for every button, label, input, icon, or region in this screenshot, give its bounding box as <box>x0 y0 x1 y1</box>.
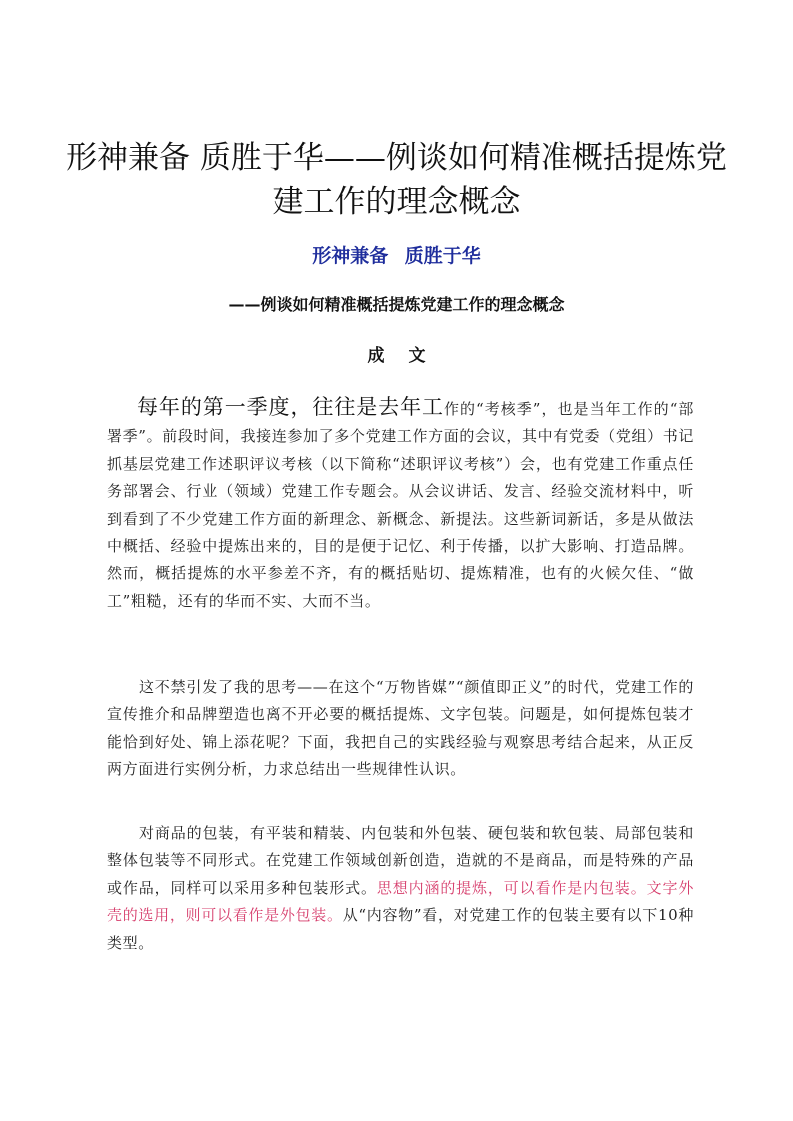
paragraph-1-lead: 每年的第一季度，往往是去年工 <box>137 395 444 419</box>
author-name: 成文 <box>367 346 450 366</box>
main-title: 形神兼备 质胜于华——例谈如何精准概括提炼党建工作的理念概念 <box>66 140 727 220</box>
paragraph-1 <box>107 394 694 615</box>
paragraph-3-text-end: 从“内容物”看，对党建工作的包装主要有以下10种类型。 <box>107 906 694 952</box>
paragraph-3 <box>107 820 694 957</box>
subtitle-blue: 形神兼备 质胜于华 <box>312 245 481 267</box>
subtitle-black: ——例谈如何精准概括提炼党建工作的理念概念 <box>228 295 565 314</box>
paragraph-1-text: 作的“考核季”，也是当年工作的“部署季”。前段时间，我接连参加了多个党建工作方面的会议，其中有党委（党组）书记抓基层党建工作述职评议考核（以下简称“述职评议考核”）会，也有党建工作重点任务部署会、行业（领域）党建工作专题会。从会议讲话、发言、经验交流材料中，听到看到了不少党建工作方面的新理念、新概念、新提法。这些新词新话，多是从做法中概括、经验中提炼出来的，目的是便于记忆、利于传播，以扩大影响、打造品牌。然而，概括提炼的水平参差不齐，有的概括贴切、提炼精准，也有的火候欠佳、“做工”粗糙，还有的华而不实、大而不当。 <box>107 400 694 610</box>
paragraph-3-text-start: 对商品的包装，有平装和精装、内包装和外包装、硬包装和软包装、局部包装和整体包装等不同形式。在党建工作领域创新创造，造就的不是商品，而是特殊的产品或作品，同样可以采用多种包装形式。 <box>107 824 694 897</box>
paragraph-3-highlight: 思想内涵的提炼，可以看作是内包装。文字外壳的选用，则可以看作是外包装。 <box>107 878 694 925</box>
paragraph-2: 这不禁引发了我的思考——在这个“万物皆媒”“颜值即正义”的时代，党建工作的宣传推介和品牌塑造也离不开必要的概括提炼、文字包装。问题是，如何提炼包装才能恰到好处、锦上添花呢？下面，我把自己的实践经验与观察思考结合起来，从正反两方面进行实例分析，力求总结出一些规律性认识。 <box>107 678 694 779</box>
